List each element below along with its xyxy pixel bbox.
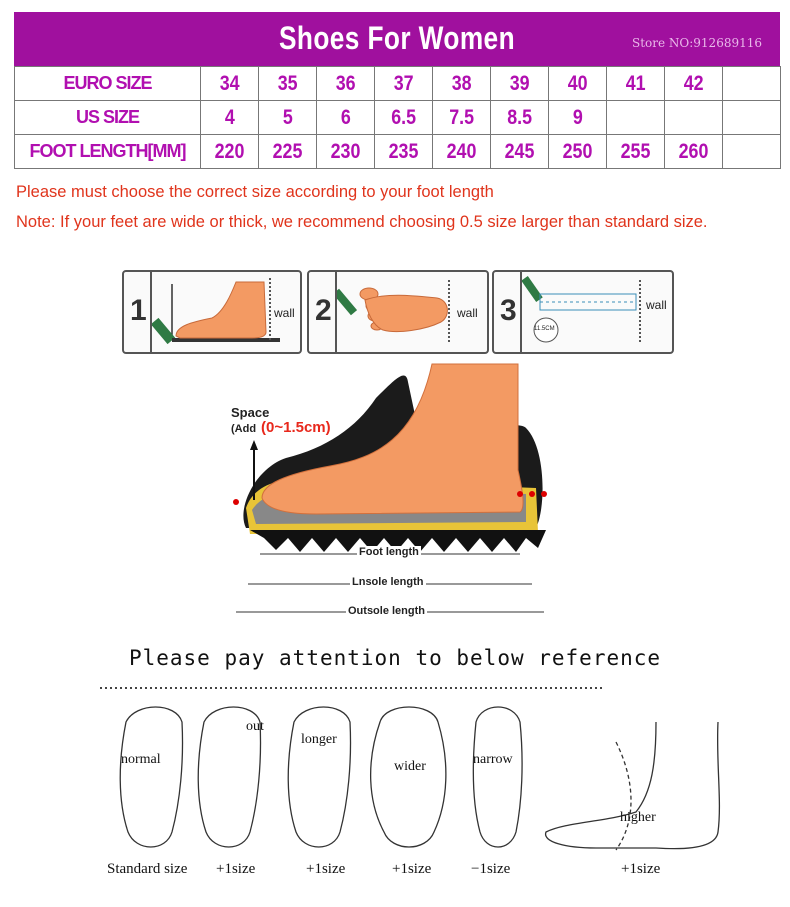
size-value: 220: [214, 139, 245, 163]
wide-feet-note: Note: If your feet are wide or thick, we recommend choosing 0.5 size larger than standard size.: [16, 213, 708, 231]
size-row: [15, 101, 781, 135]
size-row: [15, 67, 781, 101]
size-value: 235: [388, 139, 419, 163]
size-cell: [259, 101, 317, 135]
size-cell: [665, 67, 723, 101]
size-higher: +1size: [621, 861, 661, 877]
size-value: 260: [678, 139, 709, 163]
outsole-length-label: Outsole length: [348, 605, 425, 617]
size-cell: [665, 135, 723, 169]
size-cell: [607, 101, 665, 135]
page-title: Shoes For Women: [278, 20, 516, 56]
reference-heading: Please pay attention to below reference: [128, 646, 662, 670]
size-value: 255: [620, 139, 651, 163]
size-value: 9: [572, 105, 583, 129]
size-value: 7.5: [449, 105, 474, 129]
size-value: 6: [340, 105, 351, 129]
size-value: 230: [330, 139, 361, 163]
foot-narrow-label: narrow: [473, 752, 513, 767]
size-value: 250: [562, 139, 593, 163]
size-cell: [549, 135, 607, 169]
size-value: 4: [224, 105, 235, 129]
size-cell: [491, 67, 549, 101]
size-cell: [665, 101, 723, 135]
step-number: 2: [315, 294, 332, 327]
size-cell: [375, 67, 433, 101]
size-cell: [317, 135, 375, 169]
size-value: 35: [277, 71, 298, 95]
space-label: Space: [231, 405, 270, 420]
size-value: 41: [625, 71, 646, 95]
foot-out-label: out: [246, 719, 264, 734]
wall-label: wall: [646, 298, 667, 312]
size-cell: [723, 67, 781, 101]
foot-normal-label: normal: [121, 752, 161, 767]
size-value: 34: [219, 71, 240, 95]
size-instruction: Please must choose the correct size according to your foot length: [16, 183, 494, 201]
size-cell: [607, 67, 665, 101]
size-value: 240: [446, 139, 477, 163]
size-value: 36: [335, 71, 356, 95]
ruler-icon: [522, 272, 672, 352]
size-out: +1size: [216, 861, 256, 877]
size-value: 245: [504, 139, 535, 163]
add-label: (Add: [231, 423, 257, 435]
size-value: 6.5: [391, 105, 416, 129]
size-cell: [317, 101, 375, 135]
step-number: 1: [130, 294, 147, 327]
step-panel-1: [122, 270, 302, 354]
wall-label: wall: [274, 306, 295, 320]
title-banner: [14, 12, 780, 66]
size-cell: [491, 101, 549, 135]
size-row-label: FOOT LENGTH[MM]: [15, 135, 201, 169]
size-standard: Standard size: [107, 861, 188, 877]
size-cell: [375, 135, 433, 169]
size-cell: [201, 101, 259, 135]
size-cell: [607, 135, 665, 169]
size-cell: [723, 135, 781, 169]
size-cell: [201, 135, 259, 169]
size-cell: [375, 101, 433, 135]
size-cell: [723, 101, 781, 135]
size-row: [15, 135, 781, 169]
size-cell: [259, 135, 317, 169]
foot-length-label: Foot length: [359, 546, 419, 558]
size-value: 8.5: [507, 105, 532, 129]
store-number: Store NO:912689116: [631, 36, 762, 50]
size-row-label: US SIZE: [15, 101, 201, 135]
foot-longer-label: longer: [301, 732, 337, 747]
wall-label: wall: [457, 306, 478, 320]
size-chart-table: [14, 66, 781, 169]
ruler-value: 11.5CM: [534, 326, 555, 332]
size-narrow: −1size: [471, 861, 511, 877]
size-cell: [201, 67, 259, 101]
foot-higher-label: higher: [620, 810, 656, 825]
size-cell: [433, 135, 491, 169]
size-cell: [491, 135, 549, 169]
size-cell: [549, 67, 607, 101]
foot-wider-label: wider: [394, 759, 426, 774]
size-value: 225: [272, 139, 303, 163]
size-value: 5: [282, 105, 293, 129]
size-value: 39: [509, 71, 530, 95]
size-cell: [433, 101, 491, 135]
step-number: 3: [500, 294, 517, 327]
size-wider: +1size: [392, 861, 432, 877]
size-longer: +1size: [306, 861, 346, 877]
step-panel-3: [492, 270, 674, 354]
size-row-label: EURO SIZE: [15, 67, 201, 101]
foot-shapes-illustration: [96, 682, 776, 862]
size-cell: [549, 101, 607, 135]
size-cell: [433, 67, 491, 101]
space-range: (0~1.5cm): [261, 419, 331, 436]
size-value: 40: [567, 71, 588, 95]
size-value: 37: [393, 71, 414, 95]
step-panel-2: [307, 270, 489, 354]
size-cell: [317, 67, 375, 101]
size-value: 42: [683, 71, 704, 95]
size-value: 38: [451, 71, 472, 95]
insole-length-label: Lnsole length: [352, 576, 424, 588]
size-cell: [259, 67, 317, 101]
